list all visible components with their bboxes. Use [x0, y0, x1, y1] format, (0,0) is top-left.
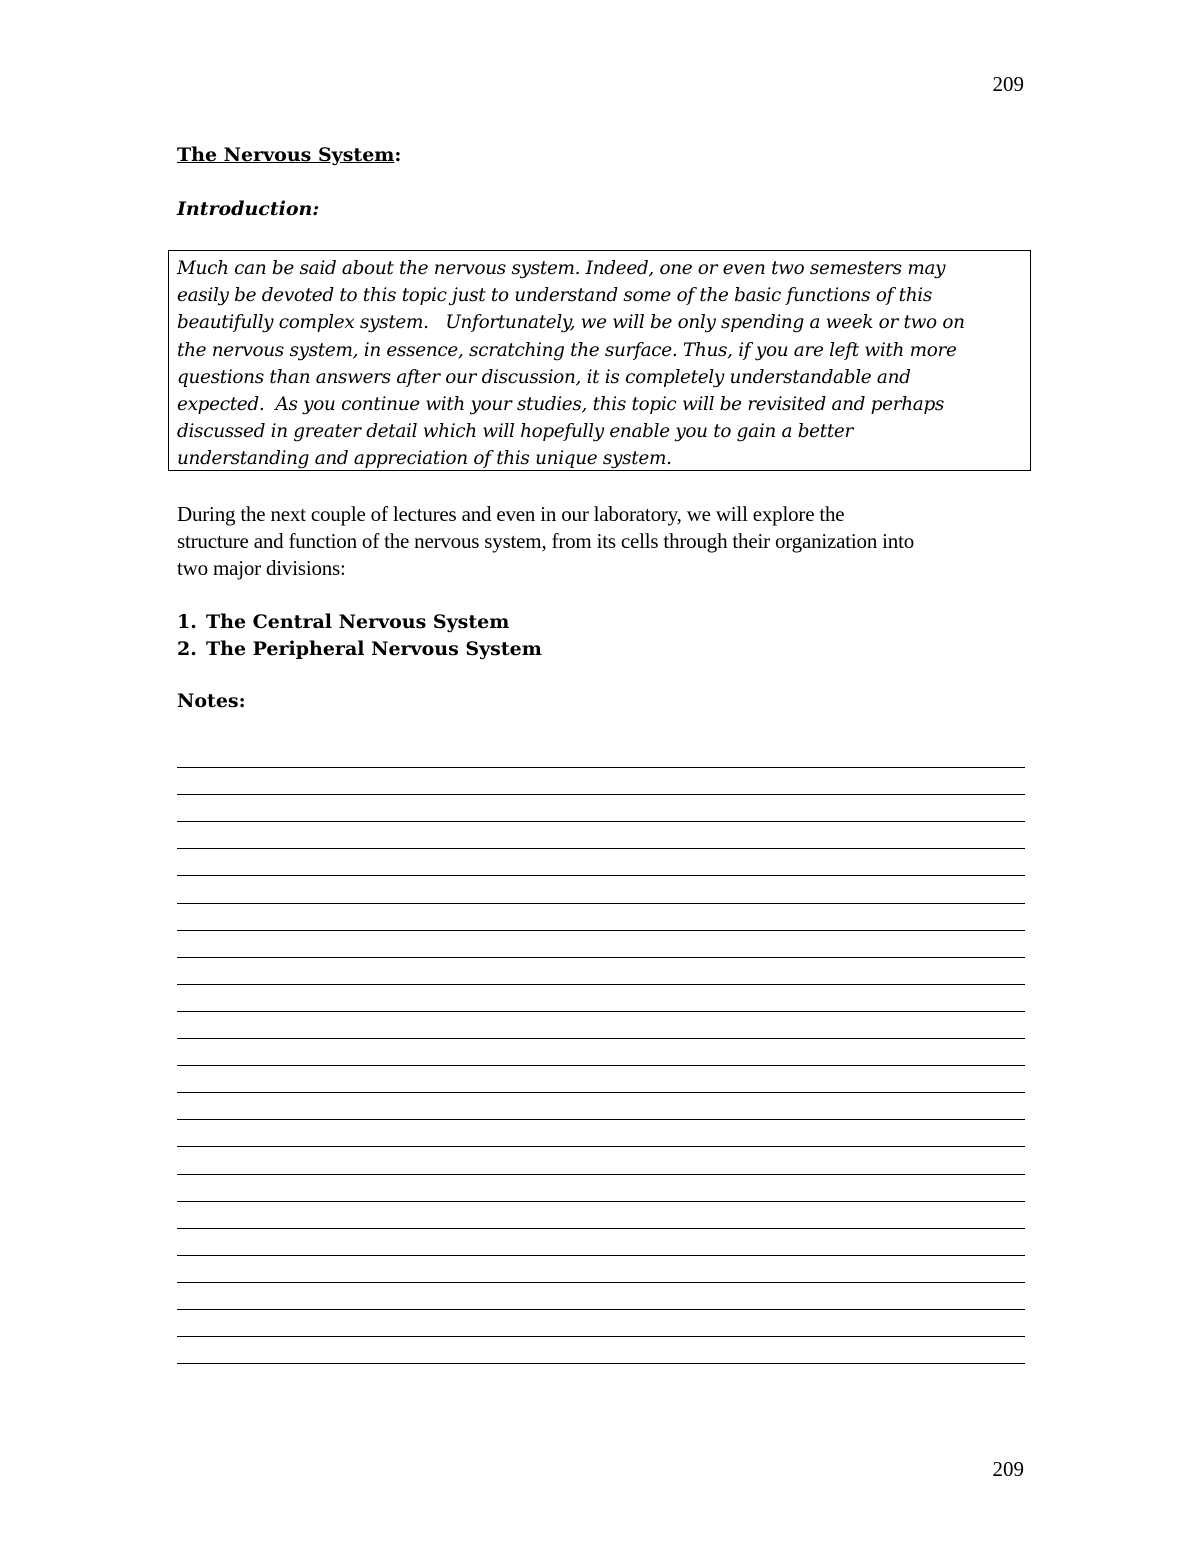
note-line — [177, 1038, 1025, 1039]
note-line — [177, 984, 1025, 985]
note-line — [177, 957, 1025, 958]
intro-line: expected. As you continue with your studies, this topic will be revisited and perhaps — [177, 394, 945, 416]
note-line — [177, 1174, 1025, 1175]
page-title — [177, 144, 401, 166]
intro-line: easily be devoted to this topic just to understand some of the basic functions of this — [177, 285, 933, 307]
notes-lines-area[interactable] — [177, 741, 1025, 1371]
page-number-top: 209 — [992, 72, 1024, 96]
note-line — [177, 1201, 1025, 1202]
note-line — [177, 875, 1025, 876]
page-number-bottom: 209 — [992, 1457, 1024, 1481]
division-number: 1. — [177, 611, 197, 633]
body-line: two major divisions: — [177, 556, 346, 580]
note-line — [177, 1011, 1025, 1012]
intro-line: the nervous system, in essence, scratching the surface. Thus, if you are left with more — [177, 339, 957, 361]
note-line — [177, 1255, 1025, 1256]
note-line — [177, 930, 1025, 931]
division-item — [177, 609, 542, 636]
note-line — [177, 1282, 1025, 1283]
note-line — [177, 821, 1025, 822]
division-number: 2. — [177, 638, 197, 660]
note-line — [177, 1065, 1025, 1066]
note-line — [177, 1336, 1025, 1337]
note-line — [177, 1363, 1025, 1364]
division-item — [177, 636, 542, 663]
note-line — [177, 1228, 1025, 1229]
intro-line: discussed in greater detail which will hopefully enable you to gain a better — [177, 421, 854, 443]
introduction-box — [168, 250, 1031, 471]
division-label: The Central Nervous System — [206, 611, 510, 633]
intro-line: Much can be said about the nervous system. Indeed, one or even two semesters may — [177, 258, 946, 279]
page-title-text: The Nervous System — [177, 144, 395, 166]
body-line: During the next couple of lectures and even in our laboratory, we will explore the — [177, 502, 845, 526]
page-title-suffix: : — [394, 144, 402, 166]
note-line — [177, 794, 1025, 795]
divisions-list — [177, 609, 542, 663]
intro-line: understanding and appreciation of this unique system. — [177, 448, 672, 470]
note-line — [177, 1146, 1025, 1147]
note-line — [177, 1092, 1025, 1093]
note-line — [177, 1119, 1025, 1120]
notes-label: Notes: — [177, 690, 246, 712]
note-line — [177, 1309, 1025, 1310]
body-line: structure and function of the nervous system, from its cells through their organization into — [177, 529, 915, 553]
division-label: The Peripheral Nervous System — [206, 638, 542, 660]
intro-line: questions than answers after our discussion, it is completely understandable and — [177, 366, 911, 388]
note-line — [177, 767, 1025, 768]
note-line — [177, 903, 1025, 904]
introduction-heading: Introduction: — [177, 198, 320, 220]
body-paragraph — [177, 501, 1037, 582]
note-line — [177, 848, 1025, 849]
intro-line: beautifully complex system. Unfortunately, we will be only spending a week or two on — [177, 312, 965, 334]
